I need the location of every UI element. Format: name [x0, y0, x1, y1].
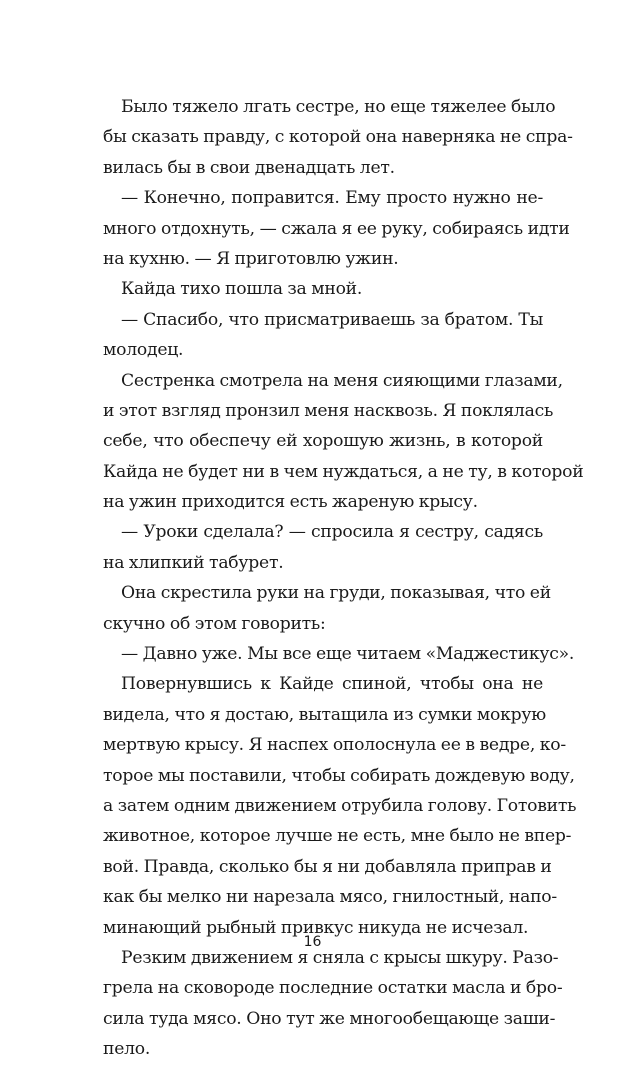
text-line: грела на сковороде последние остатки масла и бро- [103, 978, 563, 999]
text-line: Повернувшись к Кайде спиной, чтобы она не [121, 674, 543, 695]
text-line: Она скрестила руки на груди, показывая, что ей [121, 583, 551, 604]
body-text [103, 92, 584, 1065]
text-line: — Спасибо, что присматриваешь за братом. Ты [121, 309, 543, 330]
text-line: — Давно уже. Мы все еще читаем «Маджестикус». [121, 644, 575, 665]
text-line: торое мы поставили, чтобы собирать дождевую воду, [103, 765, 575, 786]
text-line: вилась бы в свои двенадцать лет. [103, 157, 395, 178]
text-line: — Конечно, поправится. Ему просто нужно не- [121, 188, 543, 209]
text-line: Сестренка смотрела на меня сияющими глазами, [121, 370, 563, 391]
text-line: как бы мелко ни нарезала мясо, гнилостный, напо- [103, 887, 557, 908]
text-line: много отдохнуть, — сжала я ее руку, собираясь идти [103, 218, 570, 239]
text-line: мертвую крысу. Я наспех ополоснула ее в ведре, ко- [103, 735, 566, 756]
text-line: Кайда тихо пошла за мной. [121, 279, 363, 300]
text-line: себе, что обеспечу ей хорошую жизнь, в которой [103, 431, 543, 452]
page-number: 16 [303, 934, 322, 950]
text-line: сила туда мясо. Оно тут же многообещающе заши- [103, 1008, 556, 1029]
text-line: а затем одним движением отрубила голову. Готовить [103, 795, 577, 816]
text-line: на кухню. — Я приготовлю ужин. [103, 248, 399, 269]
text-line: вой. Правда, сколько бы я ни добавляла приправ и [103, 856, 552, 877]
text-line: Резким движением я сняла с крысы шкуру. Разо- [121, 947, 559, 968]
text-line: Было тяжело лгать сестре, но еще тяжелее было [121, 97, 556, 117]
text-line: видела, что я достаю, вытащила из сумки мокрую [103, 704, 546, 725]
text-line: пело. [103, 1039, 151, 1060]
text-line: Кайда не будет ни в чем нуждаться, а не ту, в которой [103, 461, 584, 482]
text-line: минающий рыбный привкус никуда не исчезал. [103, 917, 529, 938]
text-line: на хлипкий табурет. [103, 552, 284, 573]
text-line: бы сказать правду, с которой она наверняка не спра- [103, 127, 573, 148]
text-line: скучно об этом говорить: [103, 613, 326, 634]
text-line: и этот взгляд пронзил меня насквозь. Я поклялась [103, 400, 554, 421]
text-line: молодец. [103, 340, 184, 361]
text-line: животное, которое лучше не есть, мне было не впер- [103, 826, 572, 847]
text-line: — Уроки сделала? — спросила я сестру, садясь [121, 522, 543, 543]
text-line: на ужин приходится есть жареную крысу. [103, 492, 478, 513]
